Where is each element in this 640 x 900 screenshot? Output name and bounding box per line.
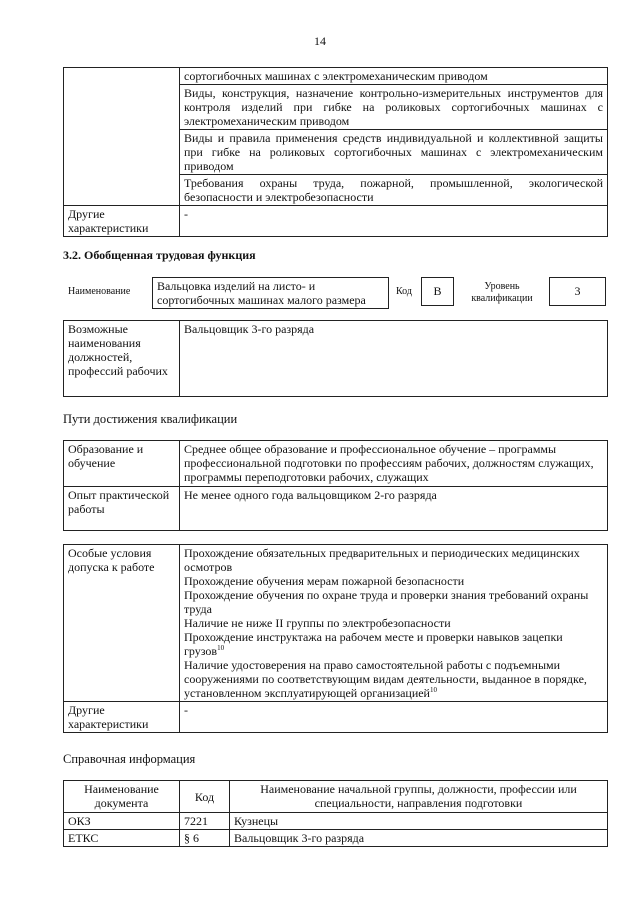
conditions-other-value: - [180,702,608,733]
positions-table [63,320,608,397]
section-title: 3.2. Обобщенная трудовая функция [63,248,256,262]
ref-header-code: Код [180,781,230,813]
level-box: 3 [549,277,606,306]
conditions-table [63,544,608,733]
condition-item [184,658,603,700]
experience-value: Не менее одного года вальцовщиком 2-го разряда [180,487,608,531]
condition-item: Прохождение обучения мерам пожарной безопасности [184,574,465,588]
ref-header-name: Наименование начальной группы, должности, профессии или специальности, направления подготовки [230,781,608,813]
knowledge-row: сортогибочных машинах с электромеханическим приводом [180,68,608,85]
knowledge-row: Виды, конструкция, назначение контрольно-измерительных инструментов для контроля изделий при гибке на роликовых сортогибочных машинах с электромеханическим приводом [180,85,608,130]
condition-text: Наличие удостоверения на право самостоятельной работы с подъемными сооружениями по соответствующим видам деятельности, выданное в порядке, установленном эксплуатирующей организацией [184,658,587,700]
blank-label-cell [64,68,180,206]
education-value: Среднее общее образование и профессиональное обучение – программы профессиональной подготовки по профессиям рабочих, должностям служащих, программы переподготовки рабочих, служащих [180,441,608,487]
positions-value: Вальцовщик 3-го разряда [180,321,608,397]
condition-item: Наличие не ниже II группы по электробезопасности [184,616,451,630]
ref-cell: Вальцовщик 3-го разряда [230,830,608,847]
other-characteristics-value: - [180,206,608,237]
condition-item: Прохождение обучения по охране труда и проверки знания требований охраны труда [184,588,589,616]
ref-cell: § 6 [180,830,230,847]
reference-title: Справочная информация [63,752,196,766]
conditions-other-label: Другие характеристики [64,702,180,733]
code-label: Код [396,286,412,297]
page-number: 14 [314,34,326,48]
conditions-value [180,545,608,702]
ref-cell: ОКЗ [64,813,180,830]
footnote-ref: 10 [217,644,225,652]
condition-text: Прохождение инструктажа на рабочем месте и проверки навыков зацепки грузов [184,630,563,658]
knowledge-row: Требования охраны труда, пожарной, промышленной, экологической безопасности и электробезопасности [180,175,608,206]
positions-label: Возможные наименования должностей, профессий рабочих [64,321,180,397]
code-box: B [421,277,454,306]
ref-cell: 7221 [180,813,230,830]
level-label: Уровень квалификации [471,281,533,304]
experience-label: Опыт практической работы [64,487,180,531]
ref-header-document: Наименование документа [64,781,180,813]
knowledge-row: Виды и правила применения средств индивидуальной и коллективной защиты при гибке на роликовых сортогибочных машинах с электромеханическим приводом [180,130,608,175]
knowledge-table [63,67,608,237]
ref-cell: ЕТКС [64,830,180,847]
reference-table [63,780,608,847]
ref-cell: Кузнецы [230,813,608,830]
paths-title: Пути достижения квалификации [63,412,238,426]
condition-item: Прохождение обязательных предварительных и периодических медицинских осмотров [184,546,580,574]
function-name-box: Вальцовка изделий на листо- и сортогибочных машинах малого размера [152,277,389,309]
conditions-label: Особые условия допуска к работе [64,545,180,702]
education-label: Образование и обучение [64,441,180,487]
condition-item [184,630,603,658]
name-label: Наименование [68,286,131,297]
footnote-ref: 10 [429,686,437,694]
other-characteristics-label: Другие характеристики [64,206,180,237]
education-table [63,440,608,531]
